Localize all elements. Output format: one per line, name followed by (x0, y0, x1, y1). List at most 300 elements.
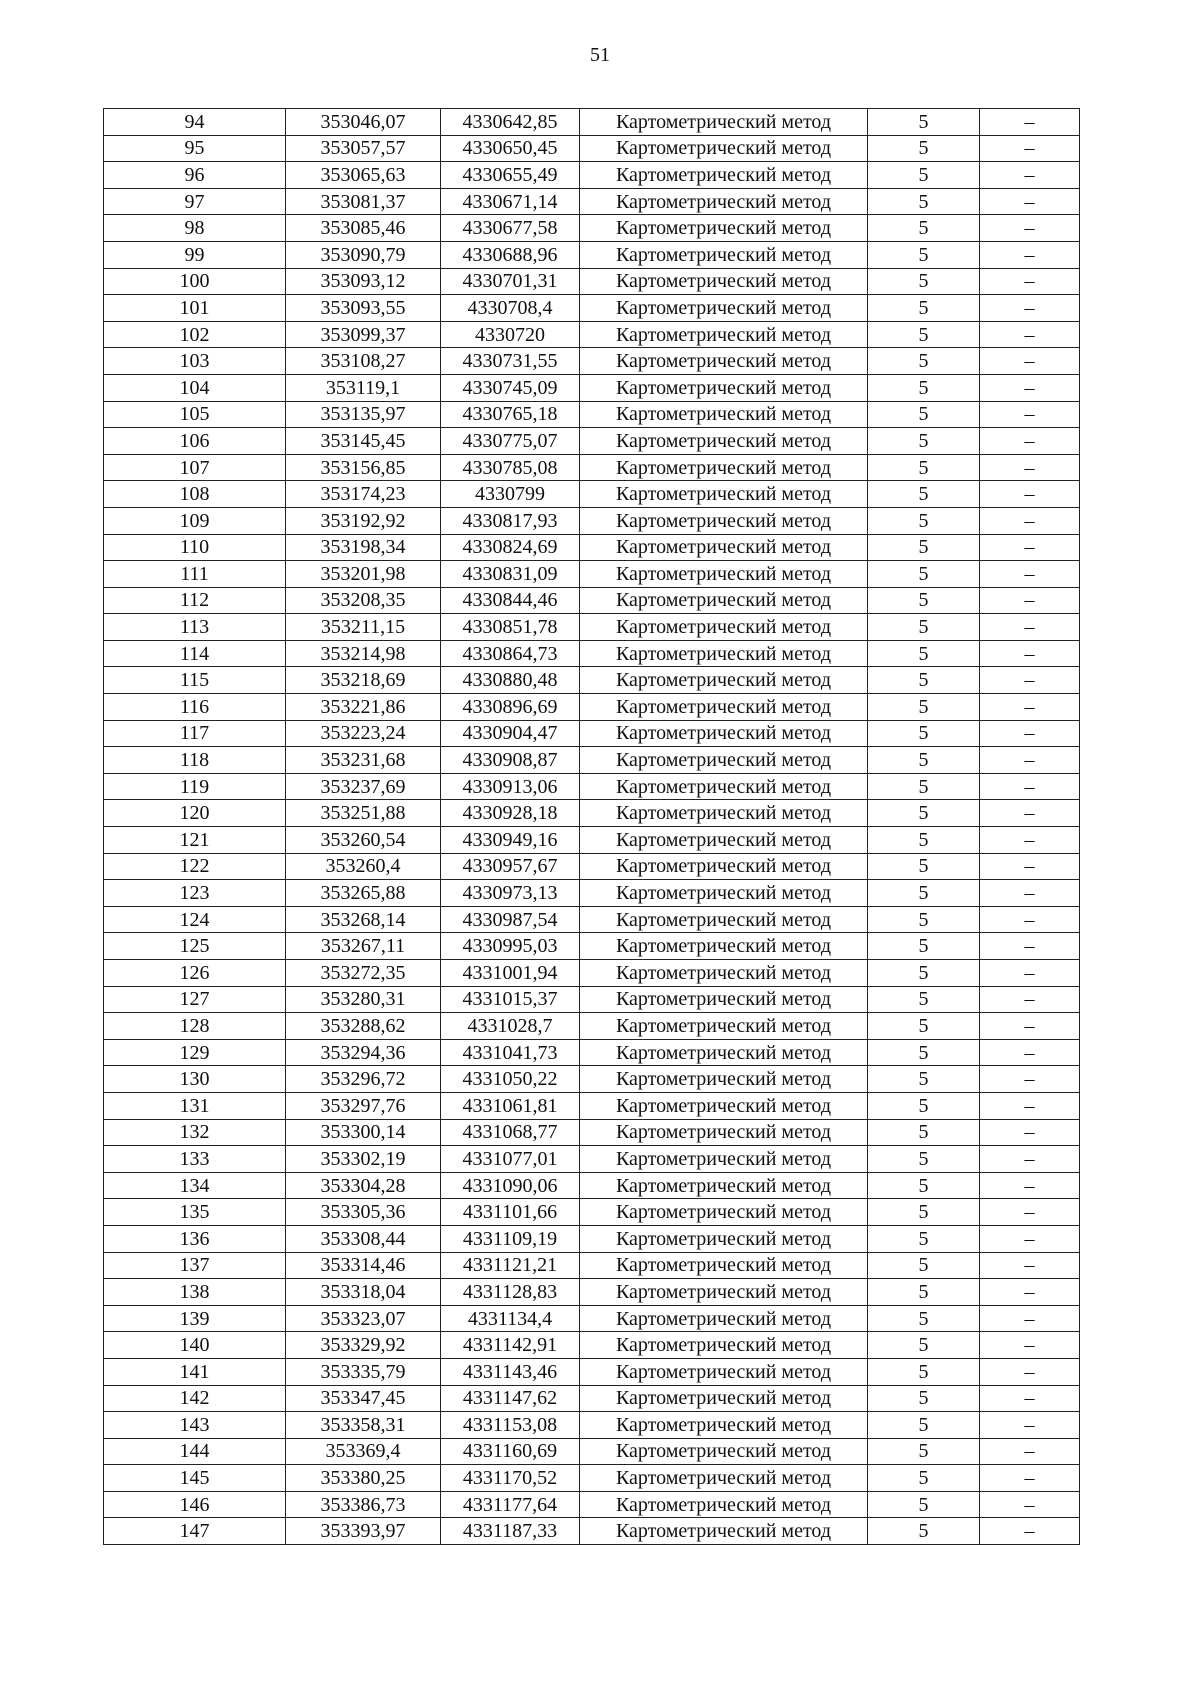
note-cell: – (980, 321, 1080, 348)
note-cell: – (980, 853, 1080, 880)
point-number-cell: 120 (104, 800, 286, 827)
point-number-cell: 97 (104, 188, 286, 215)
accuracy-cell: 5 (868, 747, 980, 774)
x-coordinate-cell: 353329,92 (286, 1332, 441, 1359)
note-cell: – (980, 1146, 1080, 1173)
point-number-cell: 134 (104, 1172, 286, 1199)
note-cell: – (980, 1199, 1080, 1226)
accuracy-cell: 5 (868, 694, 980, 721)
x-coordinate-cell: 353267,11 (286, 933, 441, 960)
y-coordinate-cell: 4331028,7 (441, 1013, 580, 1040)
accuracy-cell: 5 (868, 587, 980, 614)
y-coordinate-cell: 4330949,16 (441, 827, 580, 854)
note-cell: – (980, 720, 1080, 747)
method-cell: Картометрический метод (580, 295, 868, 322)
table-row (104, 162, 1080, 189)
y-coordinate-cell: 4330799 (441, 481, 580, 508)
x-coordinate-cell: 353297,76 (286, 1092, 441, 1119)
note-cell: – (980, 773, 1080, 800)
x-coordinate-cell: 353214,98 (286, 640, 441, 667)
y-coordinate-cell: 4330957,67 (441, 853, 580, 880)
x-coordinate-cell: 353211,15 (286, 614, 441, 641)
x-coordinate-cell: 353208,35 (286, 587, 441, 614)
point-number-cell: 140 (104, 1332, 286, 1359)
method-cell: Картометрический метод (580, 534, 868, 561)
method-cell: Картометрический метод (580, 481, 868, 508)
method-cell: Картометрический метод (580, 614, 868, 641)
point-number-cell: 121 (104, 827, 286, 854)
x-coordinate-cell: 353323,07 (286, 1305, 441, 1332)
y-coordinate-cell: 4331001,94 (441, 960, 580, 987)
accuracy-cell: 5 (868, 960, 980, 987)
note-cell: – (980, 1225, 1080, 1252)
x-coordinate-cell: 353386,73 (286, 1491, 441, 1518)
note-cell: – (980, 667, 1080, 694)
method-cell: Картометрический метод (580, 1412, 868, 1439)
note-cell: – (980, 960, 1080, 987)
x-coordinate-cell: 353260,4 (286, 853, 441, 880)
note-cell: – (980, 880, 1080, 907)
note-cell: – (980, 694, 1080, 721)
table-row (104, 135, 1080, 162)
y-coordinate-cell: 4330824,69 (441, 534, 580, 561)
y-coordinate-cell: 4330671,14 (441, 188, 580, 215)
x-coordinate-cell: 353093,12 (286, 268, 441, 295)
method-cell: Картометрический метод (580, 135, 868, 162)
table-row (104, 747, 1080, 774)
y-coordinate-cell: 4330880,48 (441, 667, 580, 694)
table-row (104, 1092, 1080, 1119)
y-coordinate-cell: 4330701,31 (441, 268, 580, 295)
accuracy-cell: 5 (868, 1465, 980, 1492)
method-cell: Картометрический метод (580, 880, 868, 907)
y-coordinate-cell: 4330851,78 (441, 614, 580, 641)
table-row (104, 1412, 1080, 1439)
method-cell: Картометрический метод (580, 986, 868, 1013)
accuracy-cell: 5 (868, 188, 980, 215)
table-row (104, 986, 1080, 1013)
point-number-cell: 112 (104, 587, 286, 614)
accuracy-cell: 5 (868, 800, 980, 827)
note-cell: – (980, 640, 1080, 667)
note-cell: – (980, 268, 1080, 295)
table-row (104, 481, 1080, 508)
point-number-cell: 124 (104, 906, 286, 933)
note-cell: – (980, 1491, 1080, 1518)
table-row (104, 1172, 1080, 1199)
y-coordinate-cell: 4330908,87 (441, 747, 580, 774)
table-row (104, 507, 1080, 534)
point-number-cell: 141 (104, 1358, 286, 1385)
x-coordinate-cell: 353302,19 (286, 1146, 441, 1173)
y-coordinate-cell: 4331142,91 (441, 1332, 580, 1359)
point-number-cell: 108 (104, 481, 286, 508)
y-coordinate-cell: 4331187,33 (441, 1518, 580, 1545)
accuracy-cell: 5 (868, 1252, 980, 1279)
method-cell: Картометрический метод (580, 827, 868, 854)
x-coordinate-cell: 353393,97 (286, 1518, 441, 1545)
x-coordinate-cell: 353192,92 (286, 507, 441, 534)
note-cell: – (980, 1092, 1080, 1119)
method-cell: Картометрический метод (580, 454, 868, 481)
note-cell: – (980, 1013, 1080, 1040)
point-number-cell: 118 (104, 747, 286, 774)
x-coordinate-cell: 353294,36 (286, 1039, 441, 1066)
method-cell: Картометрический метод (580, 1066, 868, 1093)
y-coordinate-cell: 4331121,21 (441, 1252, 580, 1279)
y-coordinate-cell: 4331177,64 (441, 1491, 580, 1518)
y-coordinate-cell: 4330642,85 (441, 109, 580, 136)
point-number-cell: 106 (104, 428, 286, 455)
table-row (104, 1385, 1080, 1412)
x-coordinate-cell: 353231,68 (286, 747, 441, 774)
table-row (104, 1199, 1080, 1226)
method-cell: Картометрический метод (580, 1358, 868, 1385)
accuracy-cell: 5 (868, 1518, 980, 1545)
method-cell: Картометрический метод (580, 401, 868, 428)
x-coordinate-cell: 353288,62 (286, 1013, 441, 1040)
y-coordinate-cell: 4330973,13 (441, 880, 580, 907)
x-coordinate-cell: 353280,31 (286, 986, 441, 1013)
y-coordinate-cell: 4330913,06 (441, 773, 580, 800)
table-row (104, 1119, 1080, 1146)
method-cell: Картометрический метод (580, 1518, 868, 1545)
y-coordinate-cell: 4330708,4 (441, 295, 580, 322)
method-cell: Картометрический метод (580, 348, 868, 375)
accuracy-cell: 5 (868, 1119, 980, 1146)
y-coordinate-cell: 4330995,03 (441, 933, 580, 960)
accuracy-cell: 5 (868, 614, 980, 641)
x-coordinate-cell: 353218,69 (286, 667, 441, 694)
x-coordinate-cell: 353156,85 (286, 454, 441, 481)
y-coordinate-cell: 4331061,81 (441, 1092, 580, 1119)
x-coordinate-cell: 353093,55 (286, 295, 441, 322)
x-coordinate-cell: 353296,72 (286, 1066, 441, 1093)
note-cell: – (980, 454, 1080, 481)
note-cell: – (980, 1172, 1080, 1199)
accuracy-cell: 5 (868, 534, 980, 561)
x-coordinate-cell: 353272,35 (286, 960, 441, 987)
note-cell: – (980, 747, 1080, 774)
y-coordinate-cell: 4331041,73 (441, 1039, 580, 1066)
x-coordinate-cell: 353174,23 (286, 481, 441, 508)
note-cell: – (980, 348, 1080, 375)
point-number-cell: 105 (104, 401, 286, 428)
accuracy-cell: 5 (868, 667, 980, 694)
method-cell: Картометрический метод (580, 720, 868, 747)
accuracy-cell: 5 (868, 561, 980, 588)
table-row (104, 1146, 1080, 1173)
point-number-cell: 111 (104, 561, 286, 588)
table-row (104, 1279, 1080, 1306)
method-cell: Картометрический метод (580, 1092, 868, 1119)
point-number-cell: 144 (104, 1438, 286, 1465)
y-coordinate-cell: 4330765,18 (441, 401, 580, 428)
method-cell: Картометрический метод (580, 215, 868, 242)
table-row (104, 800, 1080, 827)
point-number-cell: 99 (104, 241, 286, 268)
note-cell: – (980, 800, 1080, 827)
note-cell: – (980, 428, 1080, 455)
note-cell: – (980, 1412, 1080, 1439)
table-row (104, 401, 1080, 428)
y-coordinate-cell: 4330731,55 (441, 348, 580, 375)
table-row (104, 906, 1080, 933)
accuracy-cell: 5 (868, 1092, 980, 1119)
note-cell: – (980, 1518, 1080, 1545)
coordinates-table (103, 108, 1080, 1545)
y-coordinate-cell: 4331143,46 (441, 1358, 580, 1385)
y-coordinate-cell: 4331170,52 (441, 1465, 580, 1492)
y-coordinate-cell: 4330844,46 (441, 587, 580, 614)
accuracy-cell: 5 (868, 428, 980, 455)
method-cell: Картометрический метод (580, 747, 868, 774)
table-row (104, 241, 1080, 268)
table-row (104, 1438, 1080, 1465)
accuracy-cell: 5 (868, 1066, 980, 1093)
y-coordinate-cell: 4330775,07 (441, 428, 580, 455)
note-cell: – (980, 827, 1080, 854)
accuracy-cell: 5 (868, 241, 980, 268)
accuracy-cell: 5 (868, 481, 980, 508)
method-cell: Картометрический метод (580, 188, 868, 215)
x-coordinate-cell: 353221,86 (286, 694, 441, 721)
method-cell: Картометрический метод (580, 321, 868, 348)
accuracy-cell: 5 (868, 906, 980, 933)
accuracy-cell: 5 (868, 454, 980, 481)
x-coordinate-cell: 353108,27 (286, 348, 441, 375)
table-row (104, 960, 1080, 987)
point-number-cell: 122 (104, 853, 286, 880)
x-coordinate-cell: 353260,54 (286, 827, 441, 854)
x-coordinate-cell: 353251,88 (286, 800, 441, 827)
table-row (104, 1465, 1080, 1492)
point-number-cell: 123 (104, 880, 286, 907)
note-cell: – (980, 1438, 1080, 1465)
point-number-cell: 146 (104, 1491, 286, 1518)
x-coordinate-cell: 353065,63 (286, 162, 441, 189)
point-number-cell: 95 (104, 135, 286, 162)
point-number-cell: 103 (104, 348, 286, 375)
note-cell: – (980, 374, 1080, 401)
point-number-cell: 126 (104, 960, 286, 987)
y-coordinate-cell: 4331090,06 (441, 1172, 580, 1199)
y-coordinate-cell: 4331101,66 (441, 1199, 580, 1226)
point-number-cell: 117 (104, 720, 286, 747)
y-coordinate-cell: 4331015,37 (441, 986, 580, 1013)
note-cell: – (980, 1385, 1080, 1412)
point-number-cell: 96 (104, 162, 286, 189)
method-cell: Картометрический метод (580, 1332, 868, 1359)
accuracy-cell: 5 (868, 321, 980, 348)
table-row (104, 667, 1080, 694)
point-number-cell: 127 (104, 986, 286, 1013)
method-cell: Картометрический метод (580, 667, 868, 694)
table-row (104, 109, 1080, 136)
accuracy-cell: 5 (868, 1332, 980, 1359)
note-cell: – (980, 986, 1080, 1013)
y-coordinate-cell: 4330655,49 (441, 162, 580, 189)
y-coordinate-cell: 4331160,69 (441, 1438, 580, 1465)
y-coordinate-cell: 4330677,58 (441, 215, 580, 242)
point-number-cell: 139 (104, 1305, 286, 1332)
y-coordinate-cell: 4331077,01 (441, 1146, 580, 1173)
method-cell: Картометрический метод (580, 1039, 868, 1066)
point-number-cell: 129 (104, 1039, 286, 1066)
x-coordinate-cell: 353314,46 (286, 1252, 441, 1279)
accuracy-cell: 5 (868, 1225, 980, 1252)
accuracy-cell: 5 (868, 1438, 980, 1465)
point-number-cell: 104 (104, 374, 286, 401)
point-number-cell: 135 (104, 1199, 286, 1226)
table-row (104, 295, 1080, 322)
y-coordinate-cell: 4330785,08 (441, 454, 580, 481)
point-number-cell: 147 (104, 1518, 286, 1545)
accuracy-cell: 5 (868, 1305, 980, 1332)
x-coordinate-cell: 353099,37 (286, 321, 441, 348)
method-cell: Картометрический метод (580, 773, 868, 800)
table-row (104, 534, 1080, 561)
point-number-cell: 138 (104, 1279, 286, 1306)
x-coordinate-cell: 353305,36 (286, 1199, 441, 1226)
table-row (104, 1013, 1080, 1040)
x-coordinate-cell: 353057,57 (286, 135, 441, 162)
table-row (104, 1066, 1080, 1093)
accuracy-cell: 5 (868, 162, 980, 189)
note-cell: – (980, 295, 1080, 322)
y-coordinate-cell: 4330817,93 (441, 507, 580, 534)
x-coordinate-cell: 353308,44 (286, 1225, 441, 1252)
table-row (104, 428, 1080, 455)
method-cell: Картометрический метод (580, 1146, 868, 1173)
x-coordinate-cell: 353358,31 (286, 1412, 441, 1439)
method-cell: Картометрический метод (580, 1013, 868, 1040)
table-row (104, 454, 1080, 481)
x-coordinate-cell: 353369,4 (286, 1438, 441, 1465)
point-number-cell: 125 (104, 933, 286, 960)
table-row (104, 1252, 1080, 1279)
page-number: 51 (590, 44, 610, 66)
point-number-cell: 137 (104, 1252, 286, 1279)
y-coordinate-cell: 4330904,47 (441, 720, 580, 747)
x-coordinate-cell: 353135,97 (286, 401, 441, 428)
accuracy-cell: 5 (868, 720, 980, 747)
accuracy-cell: 5 (868, 1146, 980, 1173)
point-number-cell: 114 (104, 640, 286, 667)
x-coordinate-cell: 353237,69 (286, 773, 441, 800)
x-coordinate-cell: 353304,28 (286, 1172, 441, 1199)
y-coordinate-cell: 4330831,09 (441, 561, 580, 588)
table-row (104, 640, 1080, 667)
y-coordinate-cell: 4331134,4 (441, 1305, 580, 1332)
table-row (104, 348, 1080, 375)
note-cell: – (980, 481, 1080, 508)
accuracy-cell: 5 (868, 215, 980, 242)
accuracy-cell: 5 (868, 1385, 980, 1412)
x-coordinate-cell: 353268,14 (286, 906, 441, 933)
y-coordinate-cell: 4331109,19 (441, 1225, 580, 1252)
note-cell: – (980, 109, 1080, 136)
note-cell: – (980, 561, 1080, 588)
table-row (104, 614, 1080, 641)
y-coordinate-cell: 4330987,54 (441, 906, 580, 933)
accuracy-cell: 5 (868, 348, 980, 375)
y-coordinate-cell: 4330928,18 (441, 800, 580, 827)
point-number-cell: 143 (104, 1412, 286, 1439)
y-coordinate-cell: 4330896,69 (441, 694, 580, 721)
method-cell: Картометрический метод (580, 1199, 868, 1226)
note-cell: – (980, 1252, 1080, 1279)
accuracy-cell: 5 (868, 827, 980, 854)
method-cell: Картометрический метод (580, 1279, 868, 1306)
accuracy-cell: 5 (868, 135, 980, 162)
point-number-cell: 94 (104, 109, 286, 136)
y-coordinate-cell: 4330720 (441, 321, 580, 348)
note-cell: – (980, 1119, 1080, 1146)
table-row (104, 215, 1080, 242)
method-cell: Картометрический метод (580, 800, 868, 827)
table-row (104, 268, 1080, 295)
accuracy-cell: 5 (868, 374, 980, 401)
y-coordinate-cell: 4330864,73 (441, 640, 580, 667)
note-cell: – (980, 1465, 1080, 1492)
method-cell: Картометрический метод (580, 640, 868, 667)
point-number-cell: 133 (104, 1146, 286, 1173)
point-number-cell: 100 (104, 268, 286, 295)
table-row (104, 853, 1080, 880)
point-number-cell: 115 (104, 667, 286, 694)
note-cell: – (980, 587, 1080, 614)
x-coordinate-cell: 353090,79 (286, 241, 441, 268)
table-row (104, 1332, 1080, 1359)
point-number-cell: 131 (104, 1092, 286, 1119)
method-cell: Картометрический метод (580, 241, 868, 268)
method-cell: Картометрический метод (580, 906, 868, 933)
note-cell: – (980, 401, 1080, 428)
table-row (104, 188, 1080, 215)
y-coordinate-cell: 4331147,62 (441, 1385, 580, 1412)
note-cell: – (980, 614, 1080, 641)
table-row (104, 321, 1080, 348)
x-coordinate-cell: 353265,88 (286, 880, 441, 907)
note-cell: – (980, 1039, 1080, 1066)
method-cell: Картометрический метод (580, 1385, 868, 1412)
table-row (104, 1305, 1080, 1332)
point-number-cell: 110 (104, 534, 286, 561)
point-number-cell: 116 (104, 694, 286, 721)
table-row (104, 587, 1080, 614)
note-cell: – (980, 1279, 1080, 1306)
accuracy-cell: 5 (868, 933, 980, 960)
accuracy-cell: 5 (868, 109, 980, 136)
point-number-cell: 109 (104, 507, 286, 534)
note-cell: – (980, 241, 1080, 268)
method-cell: Картометрический метод (580, 162, 868, 189)
accuracy-cell: 5 (868, 401, 980, 428)
point-number-cell: 107 (104, 454, 286, 481)
point-number-cell: 142 (104, 1385, 286, 1412)
accuracy-cell: 5 (868, 1199, 980, 1226)
table-row (104, 374, 1080, 401)
method-cell: Картометрический метод (580, 1465, 868, 1492)
point-number-cell: 132 (104, 1119, 286, 1146)
coordinates-table-body (104, 109, 1080, 1545)
method-cell: Картометрический метод (580, 1225, 868, 1252)
note-cell: – (980, 135, 1080, 162)
method-cell: Картометрический метод (580, 960, 868, 987)
accuracy-cell: 5 (868, 268, 980, 295)
note-cell: – (980, 933, 1080, 960)
